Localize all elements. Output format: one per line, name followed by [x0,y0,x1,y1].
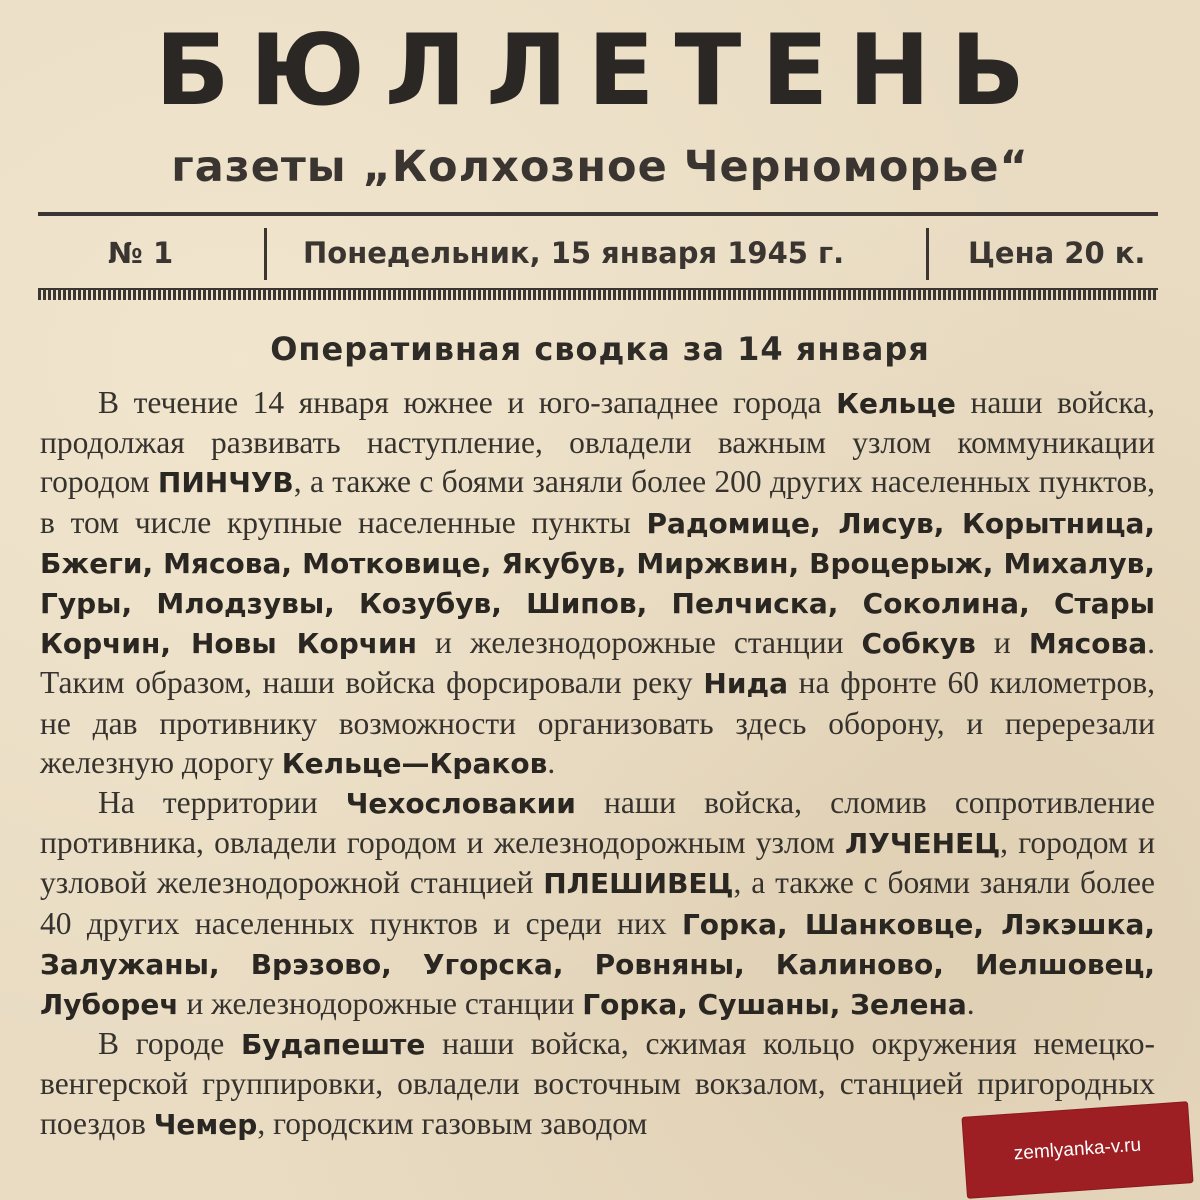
paragraph-text: . [966,986,975,1022]
issue-info-bar [38,228,1158,280]
paragraph-text: , городом и узловой железнодорожной станцией [40,825,1155,901]
article-title: Оперативная сводка за 14 января [270,330,930,368]
paragraph-text: и железнодорожные станции [416,625,862,661]
paragraph-text: наши войска, продолжая развивать наступление, овладели важным узлом коммуникации городом [40,385,1155,500]
article-paragraph [40,783,1155,1024]
paragraph-text: наши войска, сломив сопротивление противника, овладели городом и железнодорожным узлом [40,785,1155,861]
paragraph-text: На территории [98,785,346,821]
issue-date: Понедельник, 15 января 1945 г. [303,236,845,270]
masthead-subtitle: газеты „Колхозное Черноморье“ [171,142,1029,192]
bottom-rule [38,288,1158,300]
place-name: ПЛЕШИВЕЦ [543,867,734,901]
paragraph-text: , городским газовым заводом [257,1105,648,1141]
paragraph-text: В течение 14 января южнее и юго-западнее города [98,385,837,420]
paragraph-text: В городе [98,1026,241,1062]
place-name: Радомице, Лисув, Корытница, Бжеги, Мясова, Мотковице, Якубув, Миржвин, Вроцерыж, Михалув, Гуры, Млодзувы, Козубув, Шипов, Пелчиска, Соколина, Стары Корчин, Новы Корчин [40,506,1155,661]
place-name: Мясова [1028,627,1148,661]
issue-number: № 1 [108,236,174,270]
article-body [40,383,1155,1144]
place-name: Чемер [153,1107,258,1141]
place-name: Нида [703,667,788,701]
paragraph-text: наши войска, сжимая кольцо окружения немецко-венгерской группировки, овладели восточным вокзалом, станцией пригородных поездов [40,1026,1155,1141]
place-name: Кельце [836,387,956,420]
place-name: Чехословакии [345,787,576,821]
paragraph-text: , а также с боями заняли более 200 других населенных пунктов, в том числе крупные населенные пункты [40,464,1155,540]
place-name: ПИНЧУВ [157,466,294,500]
paragraph-text: и железнодорожные станции [178,986,583,1022]
place-name: Горка, Сушаны, Зелена [582,988,967,1022]
top-rule [38,212,1158,216]
place-name: Кельце—Краков [281,746,548,780]
watermark-stamp: zemlyanka-v.ru [962,1102,1192,1198]
paragraph-text: на фронте 60 километров, не дав противнику возможности организовать здесь оборону, и перерезали железную дорогу [40,665,1155,780]
paragraph-text: . [547,744,556,780]
place-name: ЛУЧЕНЕЦ [845,827,1001,861]
paragraph-text: , а также с боями заняли более 40 других населенных пунктов и среди них [40,865,1156,941]
separator [926,228,929,280]
place-name: Горка, Шанковце, Лэкэшка, Залужаны, Врэзово, Угорска, Ровняны, Калиново, Иелшовец, Лубореч [40,907,1155,1022]
masthead-title: БЮЛЛЕТЕНЬ [155,14,1045,128]
place-name: Собкув [861,627,976,661]
paragraph-text: . Таким образом, наши войска форсировали реку [40,625,1155,701]
separator [264,228,267,280]
article-paragraph [40,383,1155,783]
paragraph-text: и [975,625,1029,661]
issue-price: Цена 20 к. [968,236,1146,270]
place-name: Будапеште [240,1028,426,1062]
